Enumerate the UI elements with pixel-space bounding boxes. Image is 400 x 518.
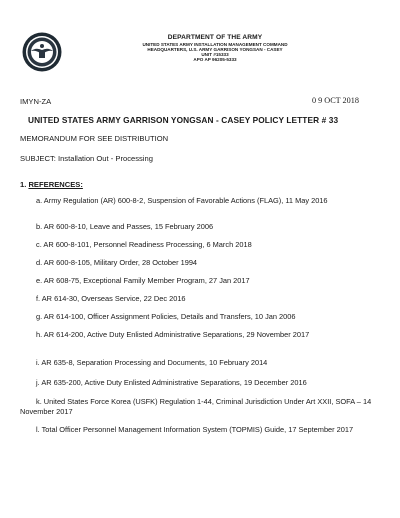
reference-item-i: i. AR 635-8, Separation Processing and Documents, 10 February 2014 <box>36 358 268 367</box>
letterhead <box>70 34 360 63</box>
memorandum-line: MEMORANDUM FOR SEE DISTRIBUTION <box>20 134 169 143</box>
unit-number: UNIT #15333 <box>201 52 229 58</box>
reference-item-a: a. Army Regulation (AR) 600-8-2, Suspension of Favorable Actions (FLAG), 11 May 2016 <box>36 196 328 205</box>
reference-item-l: l. Total Officer Personnel Management Information System (TOPMIS) Guide, 17 September 2017 <box>36 425 354 434</box>
reference-item-c: c. AR 600-8-101, Personnel Readiness Processing, 6 March 2018 <box>36 240 252 249</box>
headquarters-name: HEADQUARTERS, U.S. ARMY GARRISON YONGSAN - CASEY <box>147 46 283 52</box>
reference-item-e: e. AR 608-75, Exceptional Family Member Program, 27 Jan 2017 <box>36 276 250 285</box>
references-heading <box>20 180 83 189</box>
document-date: 0 9 OCT 2018 <box>312 96 359 105</box>
references-label: REFERENCES: <box>28 180 83 189</box>
policy-title: UNITED STATES ARMY GARRISON YONGSAN - CASEY POLICY LETTER # 33 <box>28 115 339 125</box>
department-name: DEPARTMENT OF THE ARMY <box>167 34 263 41</box>
reference-item-f: f. AR 614-30, Overseas Service, 22 Dec 2016 <box>36 294 186 303</box>
references-number: 1. <box>20 180 29 189</box>
reference-item-k: k. United States Force Korea (USFK) Regulation 1-44, Criminal Jurisdiction Under Art XXII, SOFA – 14 November 2017 <box>20 397 372 416</box>
reference-item-b: b. AR 600-8-10, Leave and Passes, 15 February 2006 <box>36 222 214 231</box>
reference-item-h: h. AR 614-200, Active Duty Enlisted Administrative Separations, 29 November 2017 <box>36 330 310 339</box>
reference-item-d: d. AR 600-8-105, Military Order, 28 October 1994 <box>36 258 198 267</box>
command-name: UNITED STATES ARMY INSTALLATION MANAGEMENT COMMAND <box>142 41 288 47</box>
apo-address: APO AP 96205-5333 <box>193 57 237 63</box>
subject-line: SUBJECT: Installation Out - Processing <box>20 154 153 163</box>
reference-item-g: g. AR 614-100, Officer Assignment Policies, Details and Transfers, 10 Jan 2006 <box>36 312 296 321</box>
office-symbol: IMYN-ZA <box>20 97 52 106</box>
reference-item-j: j. AR 635-200, Active Duty Enlisted Administrative Separations, 19 December 2016 <box>36 378 307 387</box>
department-of-army-seal-icon <box>22 32 62 72</box>
